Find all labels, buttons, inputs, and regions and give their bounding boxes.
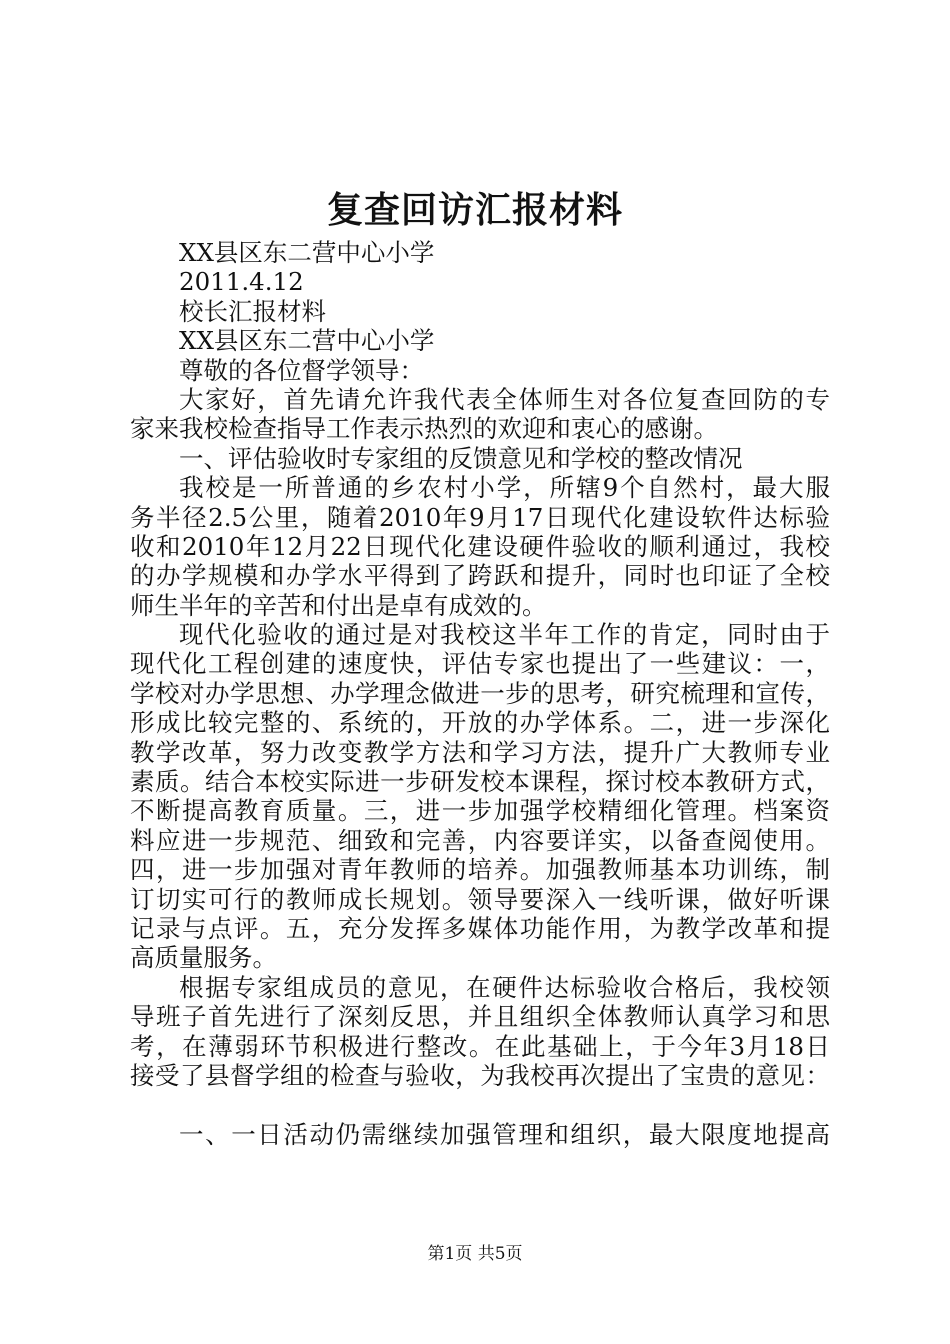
school-name-line: XX县区东二营中心小学 (179, 238, 435, 267)
paragraph-line: 家来我校检查指导工作表示热烈的欢迎和衷心的感谢。 (130, 414, 718, 444)
paragraph-line: 根据专家组成员的意见，在硬件达标验收合格后，我校领 (179, 972, 830, 1002)
salutation-line: 尊敬的各位督学领导： (179, 355, 424, 385)
paragraph-line: 料应进一步规范、细致和完善，内容要详实，以备查阅使用。 (130, 825, 830, 855)
paragraph-line: 教学改革，努力改变教学方法和学习方法，提升广大教师专业 (130, 737, 830, 767)
paragraph-line: 高质量服务。 (130, 943, 277, 973)
paragraph-line: 现代化验收的通过是对我校这半年工作的肯定，同时由于 (179, 620, 830, 650)
document-title: 复查回访汇报材料 (326, 189, 623, 231)
paragraph-line: 素质。结合本校实际进一步研发校本课程，探讨校本教研方式， (130, 767, 830, 797)
paragraph-line: 形成比较完整的、系统的，开放的办学体系。二，进一步深化 (130, 708, 830, 738)
paragraph-line: 师生半年的辛苦和付出是卓有成效的。 (130, 590, 547, 620)
paragraph-line: 导班子首先进行了深刻反思，并且组织全体教师认真学习和思 (130, 1002, 830, 1032)
document-body (130, 238, 830, 1150)
page-number-footer: 第1页 共5页 (427, 1244, 523, 1264)
paragraph-line: 考，在薄弱环节积极进行整改。在此基础上，于今年3月18日 (130, 1031, 830, 1061)
paragraph-line: 现代化工程创建的速度快，评估专家也提出了一些建议：一， (130, 649, 830, 679)
paragraph-line: 接受了县督学组的检查与验收，为我校再次提出了宝贵的意见： (130, 1060, 830, 1090)
school-name-line-2: XX县区东二营中心小学 (179, 326, 435, 356)
section-heading: 一、评估验收时专家组的反馈意见和学校的整改情况 (179, 443, 743, 473)
paragraph-line: 一、一日活动仍需继续加强管理和组织，最大限度地提高 (179, 1120, 830, 1150)
paragraph-line: 的办学规模和办学水平得到了跨跃和提升，同时也印证了全校 (130, 561, 830, 591)
date-line: 2011.4.12 (179, 267, 304, 297)
paragraph-line: 四，进一步加强对青年教师的培养。加强教师基本功训练，制 (130, 855, 830, 885)
report-type-line: 校长汇报材料 (179, 296, 326, 326)
paragraph-line: 订切实可行的教师成长规划。领导要深入一线听课，做好听课 (130, 884, 830, 914)
paragraph-line: 大家好，首先请允许我代表全体师生对各位复查回防的专 (179, 384, 830, 414)
paragraph-line: 我校是一所普通的乡农村小学，所辖9个自然村，最大服 (179, 473, 830, 503)
paragraph-line: 不断提高教育质量。三，进一步加强学校精细化管理。档案资 (130, 796, 830, 826)
paragraph-gap (130, 1090, 830, 1120)
paragraph-line: 记录与点评。五，充分发挥多媒体功能作用，为教学改革和提 (130, 913, 830, 943)
paragraph-line: 收和2010年12月22日现代化建设硬件验收的顺利通过，我校 (130, 531, 830, 561)
paragraph-line: 学校对办学思想、办学理念做进一步的思考，研究梳理和宣传， (130, 678, 830, 708)
paragraph-line: 务半径2.5公里，随着2010年9月17日现代化建设软件达标验 (130, 502, 830, 532)
